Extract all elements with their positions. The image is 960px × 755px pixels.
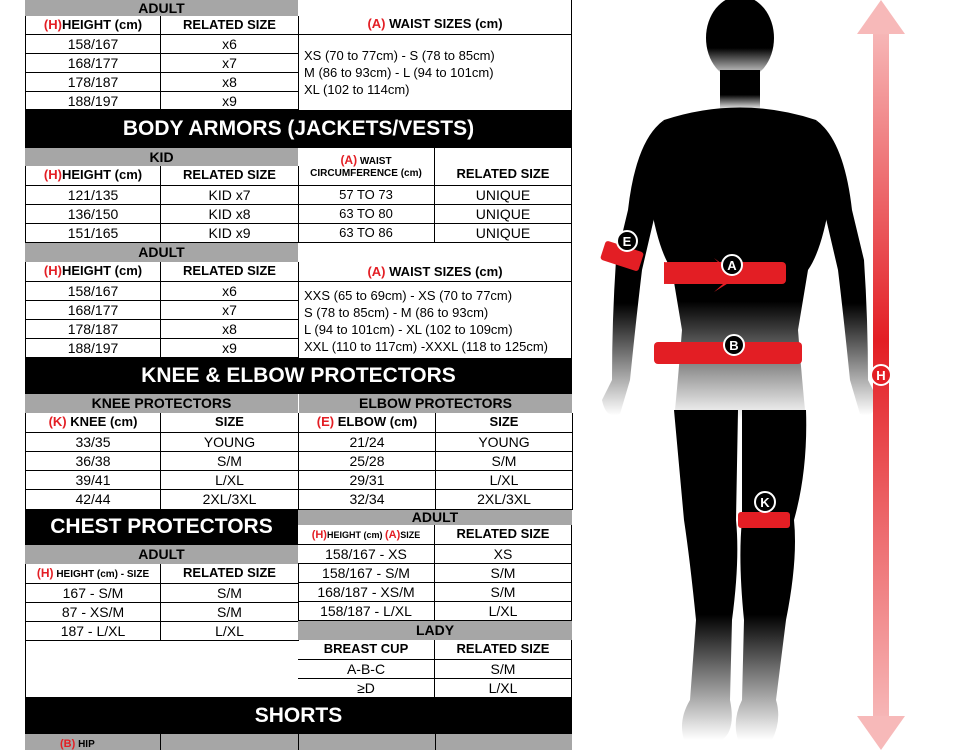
sec1-waist-line-1: XS (70 to 77cm) - S (78 to 85cm) xyxy=(304,48,495,63)
sec1-related-header: RELATED SIZE xyxy=(161,16,299,35)
table-cell: 39/41 xyxy=(26,471,161,490)
knee-protectors-header: KNEE PROTECTORS xyxy=(25,394,298,413)
armor-adult-related-header: RELATED SIZE xyxy=(161,262,299,282)
sec1-waist-header: (A) WAIST SIZES (cm) xyxy=(298,15,572,35)
table-cell: 2XL/3XL xyxy=(161,490,299,510)
sec1-waist-box xyxy=(298,0,572,110)
table-cell: 167 - S/M xyxy=(26,584,161,603)
armor-kid-header: KID xyxy=(25,148,298,166)
armor-adult-header: ADULT xyxy=(25,243,298,262)
label-a-marker xyxy=(722,255,742,275)
knee-size-header: SIZE xyxy=(161,413,299,433)
label-b-text: B xyxy=(729,338,739,353)
table-cell: YOUNG xyxy=(161,433,299,452)
table-cell: S/M xyxy=(161,603,299,622)
table-cell: S/M xyxy=(161,452,299,471)
chest-right-related-header: RELATED SIZE xyxy=(435,525,572,545)
armor-waist-line-2: S (78 to 85cm) - M (86 to 93cm) xyxy=(304,305,489,320)
table-cell: 29/31 xyxy=(299,471,436,490)
table-cell: 136/150 xyxy=(26,205,161,224)
table-cell: 188/197 xyxy=(26,92,161,110)
armor-waist-sizes-header: (A) WAIST SIZES (cm) xyxy=(298,262,572,282)
table-cell: x7 xyxy=(161,301,299,320)
table-cell: x6 xyxy=(161,282,299,301)
table-cell: x8 xyxy=(161,320,299,339)
armor-related-header: RELATED SIZE xyxy=(161,166,299,186)
table-cell: A-B-C xyxy=(298,660,435,679)
shorts-header-cell xyxy=(435,734,572,750)
elbow-size-header: SIZE xyxy=(436,413,573,433)
armor-adult-height-header: (H)HEIGHT (cm) xyxy=(26,262,161,282)
table-cell: x9 xyxy=(161,92,299,110)
table-cell: L/XL xyxy=(161,471,299,490)
chest-right-table xyxy=(298,525,572,621)
table-cell: 158/187 - L/XL xyxy=(298,602,435,621)
armor-adult-table xyxy=(25,262,298,358)
chest-adult-header: ADULT xyxy=(25,545,298,564)
lady-related-header: RELATED SIZE xyxy=(435,640,572,660)
sec1-adult-header: ADULT xyxy=(25,0,298,16)
table-cell: x8 xyxy=(161,73,299,92)
shorts-hip-header: (B) HIP xyxy=(25,734,160,750)
table-cell: 188/197 xyxy=(26,339,161,358)
table-cell: ≥D xyxy=(298,679,435,698)
label-e-text: E xyxy=(622,234,632,249)
chest-right-adult-header: ADULT xyxy=(298,510,572,525)
knee-band xyxy=(738,512,790,528)
table-cell: L/XL xyxy=(435,602,572,621)
armor-waist-line-4: XXL (110 to 117cm) -XXXL (118 to 125cm) xyxy=(304,339,548,354)
table-cell: UNIQUE xyxy=(435,205,572,224)
knee-elbow-title: KNEE & ELBOW PROTECTORS xyxy=(25,358,572,394)
table-cell: YOUNG xyxy=(436,433,573,452)
table-cell: KID x8 xyxy=(161,205,299,224)
armor-waist-header: (A) WAIST CIRCUMFERENCE (cm) xyxy=(298,148,435,186)
table-cell: 168/177 xyxy=(26,301,161,320)
chest-protectors-title: CHEST PROTECTORS xyxy=(25,510,298,545)
table-cell: x6 xyxy=(161,35,299,54)
armor-kid-table xyxy=(25,166,298,243)
table-cell: S/M xyxy=(435,660,572,679)
table-cell: 57 TO 73 xyxy=(298,186,435,205)
chest-lady-table xyxy=(298,640,572,698)
elbow-header: (E) ELBOW (cm) xyxy=(299,413,436,433)
sec1-left-table xyxy=(25,16,298,110)
armor-waist-box xyxy=(298,243,572,358)
chest-left-table xyxy=(25,564,298,698)
armor-waist-line-3: L (94 to 101cm) - XL (102 to 109cm) xyxy=(304,322,513,337)
label-a-text: A xyxy=(727,258,737,273)
label-b-marker xyxy=(724,335,744,355)
table-cell: 178/187 xyxy=(26,73,161,92)
armor-waist-line-1: XXS (65 to 69cm) - XS (70 to 77cm) xyxy=(304,288,513,303)
label-h-text: H xyxy=(876,368,886,383)
table-cell: 87 - XS/M xyxy=(26,603,161,622)
table-cell: 158/167 - XS xyxy=(298,545,435,564)
table-cell: UNIQUE xyxy=(435,186,572,205)
shorts-header-cell xyxy=(160,734,298,750)
knee-elbow-table xyxy=(25,413,572,510)
table-cell: 178/187 xyxy=(26,320,161,339)
label-e-marker xyxy=(617,231,637,251)
table-cell: 158/167 xyxy=(26,282,161,301)
sec1-waist-line-3: XL (102 to 114cm) xyxy=(304,82,410,97)
chest-right-height-header: (H)HEIGHT (cm) (A)SIZE xyxy=(298,525,435,545)
table-cell: x9 xyxy=(161,339,299,358)
table-cell: 42/44 xyxy=(26,490,161,510)
shorts-header-row xyxy=(25,734,572,750)
elbow-protectors-header: ELBOW PROTECTORS xyxy=(298,394,572,413)
table-cell: 32/34 xyxy=(299,490,436,510)
table-cell: 168/187 - XS/M xyxy=(298,583,435,602)
table-cell: 151/165 xyxy=(26,224,161,243)
body-armors-title: BODY ARMORS (JACKETS/VESTS) xyxy=(25,110,572,148)
table-cell: S/M xyxy=(161,584,299,603)
chest-related-header: RELATED SIZE xyxy=(161,564,299,584)
table-cell: 25/28 xyxy=(299,452,436,471)
armor-kid-waist-table xyxy=(298,148,572,243)
armor-height-header: (H)HEIGHT (cm) xyxy=(26,166,161,186)
sec1-height-header: (H)HEIGHT (cm) xyxy=(26,16,161,35)
chest-height-size-header: (H) HEIGHT (cm) - SIZE xyxy=(26,564,161,584)
silhouette-illustration xyxy=(572,0,960,750)
table-cell: 168/177 xyxy=(26,54,161,73)
human-silhouette xyxy=(602,0,878,740)
armor-related-header-2: RELATED SIZE xyxy=(435,148,572,186)
table-cell: S/M xyxy=(436,452,573,471)
knee-header: (K) KNEE (cm) xyxy=(26,413,161,433)
table-cell: 187 - L/XL xyxy=(26,622,161,641)
shorts-title: SHORTS xyxy=(25,698,572,734)
table-cell: 33/35 xyxy=(26,433,161,452)
label-h-marker xyxy=(871,365,891,385)
table-cell: 158/167 xyxy=(26,35,161,54)
table-cell: L/XL xyxy=(436,471,573,490)
table-cell: 63 TO 86 xyxy=(298,224,435,243)
label-k-marker xyxy=(755,492,775,512)
body-measurement-figure xyxy=(572,0,960,750)
table-cell: 121/135 xyxy=(26,186,161,205)
table-cell: XS xyxy=(435,545,572,564)
sec1-waist-line-2: M (86 to 93cm) - L (94 to 101cm) xyxy=(304,65,494,80)
label-k-text: K xyxy=(760,495,770,510)
table-cell: 158/167 - S/M xyxy=(298,564,435,583)
table-cell: S/M xyxy=(435,564,572,583)
table-cell: L/XL xyxy=(435,679,572,698)
shorts-header-cell xyxy=(298,734,435,750)
table-cell: KID x7 xyxy=(161,186,299,205)
table-cell: L/XL xyxy=(161,622,299,641)
chest-lady-header: LADY xyxy=(298,621,572,640)
table-cell: 21/24 xyxy=(299,433,436,452)
table-cell: 36/38 xyxy=(26,452,161,471)
table-cell: 63 TO 80 xyxy=(298,205,435,224)
table-cell: S/M xyxy=(435,583,572,602)
table-cell: 2XL/3XL xyxy=(436,490,573,510)
breast-cup-header: BREAST CUP xyxy=(298,640,435,660)
table-cell: x7 xyxy=(161,54,299,73)
table-cell: UNIQUE xyxy=(435,224,572,243)
table-cell: KID x9 xyxy=(161,224,299,243)
